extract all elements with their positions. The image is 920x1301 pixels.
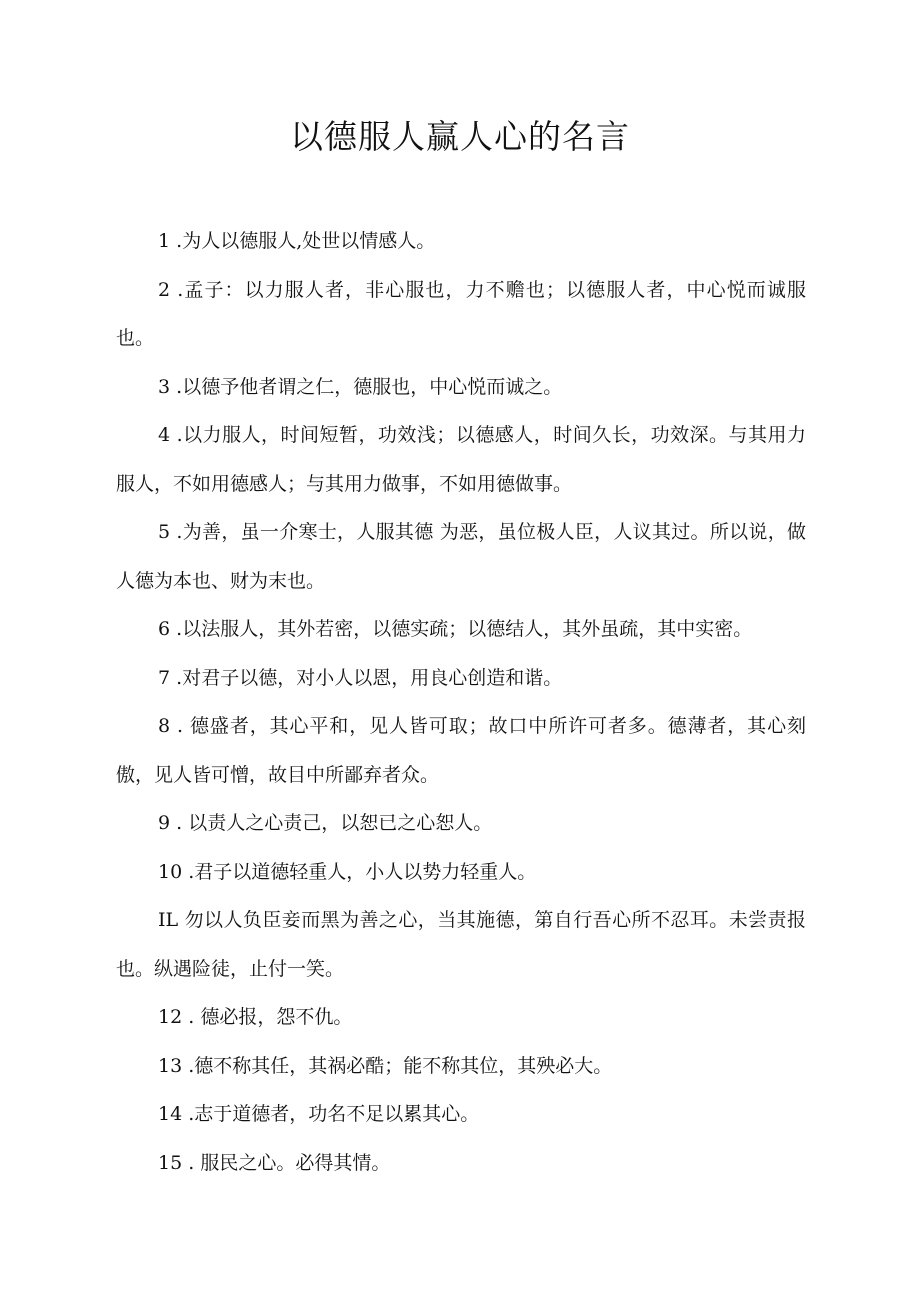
quote-number: 5 xyxy=(158,521,171,543)
quote-separator: . xyxy=(170,230,183,252)
quote-item xyxy=(116,654,806,703)
quote-item xyxy=(116,363,806,412)
quote-item xyxy=(116,605,806,654)
quote-item xyxy=(116,1042,806,1091)
quote-number: 14 xyxy=(158,1103,183,1125)
quote-number: 3 xyxy=(158,375,171,398)
quote-text: 志于道德者，功名不足以累其心。 xyxy=(194,1103,480,1125)
quote-separator: . xyxy=(170,521,183,543)
quote-item xyxy=(116,217,806,266)
quote-separator: . xyxy=(170,666,183,689)
quote-text: 以力服人，时间短暂，功效浅；以德感人，时间久长，功效深。与其用力服人，不如用德感人；与其用力做事，不如用德做事。 xyxy=(116,424,806,495)
quote-separator: . xyxy=(170,375,183,398)
quote-separator: . xyxy=(182,1151,201,1174)
quote-item xyxy=(116,799,806,848)
quote-item xyxy=(116,896,806,993)
quote-number: 6 xyxy=(158,618,171,640)
quote-separator: . xyxy=(170,812,189,834)
quote-text: 德盛者，其心平和，见人皆可取；故口中所许可者多。德薄者，其心刻傲，见人皆可憎，故目中所鄙弃者众。 xyxy=(116,715,806,786)
quote-number: 7 xyxy=(158,666,171,689)
quote-text: 为善，虽一介寒士，人服其德 为恶，虽位极人臣，人议其过。所以说，做人德为本也、财为末也。 xyxy=(116,521,806,592)
quote-text: 服民之心。必得其情。 xyxy=(200,1151,391,1174)
quote-separator: . xyxy=(170,424,183,446)
document-title: 以德服人赢人心的名言 xyxy=(290,117,630,156)
quote-text: 以法服人，其外若密，以德实疏；以德结人，其外虽疏，其中实密。 xyxy=(182,618,753,640)
quote-number: 12 xyxy=(158,1006,183,1028)
quote-item xyxy=(116,993,806,1042)
quote-number: 15 xyxy=(158,1151,183,1174)
quote-item xyxy=(116,508,806,605)
quote-number: 10 xyxy=(158,860,183,883)
quote-text: 德必报，怨不仇。 xyxy=(200,1006,353,1028)
quote-number: IL xyxy=(158,909,179,931)
quote-text: 以德予他者谓之仁，德服也，中心悦而诚之。 xyxy=(182,375,563,398)
quote-list xyxy=(116,217,806,1187)
quote-text: 以责人之心责己，以恕已之心恕人。 xyxy=(188,812,493,834)
quote-separator: . xyxy=(182,1006,201,1028)
quote-separator: . xyxy=(182,860,195,883)
quote-item xyxy=(116,266,806,363)
quote-text: 孟子：以力服人者，非心服也，力不赡也；以德服人者，中心悦而诚服也。 xyxy=(116,278,806,349)
quote-item xyxy=(116,1090,806,1139)
quote-item xyxy=(116,702,806,799)
quote-text: 德不称其任，其祸必酷；能不称其位，其殃必大。 xyxy=(194,1054,613,1077)
quote-separator: . xyxy=(182,1054,195,1077)
quote-number: 1 xyxy=(158,230,171,252)
quote-separator: . xyxy=(170,618,183,640)
quote-number: 4 xyxy=(158,424,171,446)
quote-item xyxy=(116,1139,806,1188)
quote-text: 勿以人负臣妾而黑为善之心，当其施德，第自行吾心所不忍耳。未尝责报也。纵遇险徒，止付一笑。 xyxy=(116,909,806,980)
quote-text: 君子以道德轻重人，小人以势力轻重人。 xyxy=(194,860,537,883)
quote-item xyxy=(116,411,806,508)
quote-separator: . xyxy=(170,278,184,301)
quote-separator: . xyxy=(170,715,191,737)
quote-number: 2 xyxy=(158,278,171,301)
quote-separator: . xyxy=(182,1103,195,1125)
quote-number: 9 xyxy=(158,812,171,834)
quote-item xyxy=(116,848,806,897)
quote-text: 对君子以德，对小人以恩，用良心创造和谐。 xyxy=(182,666,563,689)
quote-text: 为人以德服人,处世以情感人。 xyxy=(182,230,436,252)
quote-number: 8 xyxy=(158,715,171,737)
quote-number: 13 xyxy=(158,1054,183,1077)
